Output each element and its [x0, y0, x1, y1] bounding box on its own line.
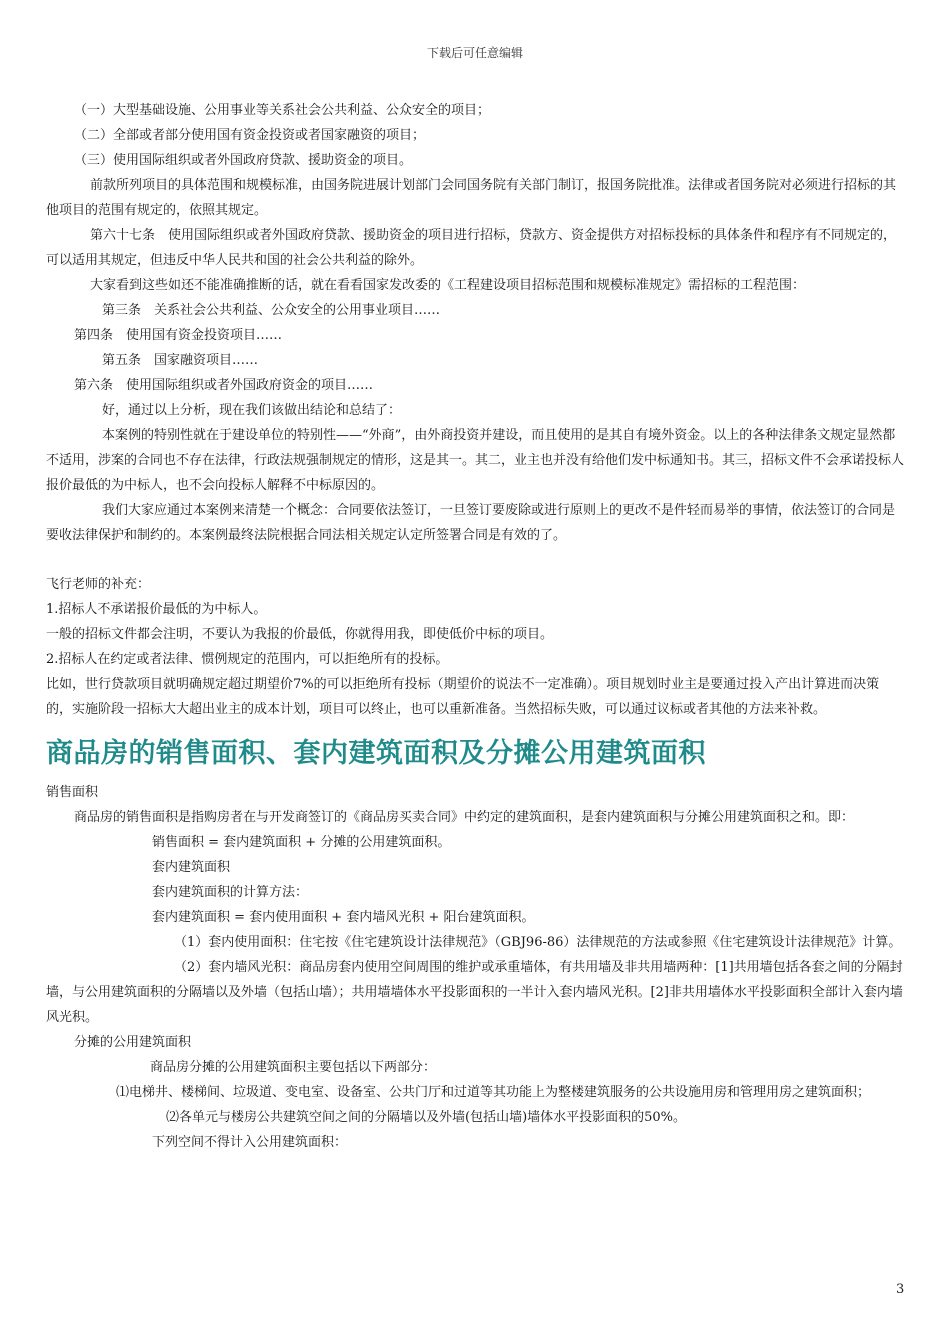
subheading: 套内建筑面积: [152, 860, 231, 875]
paragraph: 第六条 使用国际组织或者外国政府资金的项目……: [74, 378, 374, 393]
paragraph: 下列空间不得计入公用建筑面积：: [152, 1135, 348, 1150]
subheading: 分摊的公用建筑面积: [74, 1035, 192, 1050]
paragraph: 大家看到这些如还不能准确推断的话，就在看看国家发改委的《工程建设项目招标范围和规模标准规定》需招标的工程范围：: [90, 278, 806, 293]
paragraph: （一）大型基础设施、公用事业等关系社会公共利益、公众安全的项目；: [74, 103, 491, 118]
paragraph: ⑴电梯井、楼梯间、垃圾道、变电室、设备室、公共门厅和过道等其功能上为整楼建筑服务的公共设施用房和管理用房之建筑面积；: [116, 1085, 871, 1100]
paragraph: 套内建筑面积的计算方法：: [152, 885, 309, 900]
paragraph: 第六十七条 使用国际组织或者外国政府贷款、援助资金的项目进行招标，贷款方、资金提供方对招标投标的具体条件和程序有不同规定的，可以适用其规定，但违反中华人民共和国的社会公共利益的除外。: [46, 228, 897, 268]
paragraph: 本案例的特别性就在于建设单位的特别性——“外商”，由外商投资并建设，而且使用的是其自有境外资金。以上的各种法律条文规定显然都不适用，涉案的合同也不存在法律，行政法规强制规定的情形，这是其一。其二，业主也并没有给他们发中标通知书。其三，招标文件不会承诺投标人报价最低的为中标人，也不会向投标人解释不中标原因的。: [46, 428, 905, 493]
section-heading: 商品房的销售面积、套内建筑面积及分摊公用建筑面积: [46, 738, 706, 769]
document-body: [46, 98, 904, 1155]
paragraph: 比如，世行贷款项目就明确规定超过期望价7%的可以拒绝所有投标（期望价的说法不一定准确）。项目规划时业主是要通过投入产出计算进而决策的，实施阶段一招标大大超出业主的成本计划，项目可以终止，也可以重新准备。当然招标失败，可以通过议标或者其他的方法来补救。: [46, 677, 880, 717]
paragraph: 我们大家应通过本案例来清楚一个概念：合同要依法签订，一旦签订要废除或进行原则上的更改不是件轻而易举的事情，依法签订的合同是要收法律保护和制约的。本案例最终法院根据合同法相关规定认定所签署合同是有效的了。: [46, 503, 896, 543]
paragraph: 1.招标人不承诺报价最低的为中标人。: [46, 602, 267, 617]
page-header: 下载后可任意编辑: [426, 46, 523, 60]
paragraph: （三）使用国际组织或者外国政府贷款、援助资金的项目。: [74, 153, 413, 168]
paragraph: ⑵各单元与楼房公共建筑空间之间的分隔墙以及外墙(包括山墙)墙体水平投影面积的50%。: [166, 1110, 687, 1125]
paragraph: 好，通过以上分析，现在我们该做出结论和总结了：: [102, 403, 402, 418]
supplement-title: 飞行老师的补充：: [46, 577, 151, 592]
paragraph: 第四条 使用国有资金投资项目……: [74, 328, 283, 343]
paragraph: 第五条 国家融资项目……: [102, 353, 259, 368]
paragraph: （1）套内使用面积：住宅按《住宅建筑设计法律规范》（GBJ96-86）法律规范的方法或参照《住宅建筑设计法律规范》计算。: [174, 935, 902, 950]
paragraph: 商品房的销售面积是指购房者在与开发商签订的《商品房买卖合同》中约定的建筑面积，是套内建筑面积与分摊公用建筑面积之和。即：: [74, 810, 855, 825]
paragraph: 前款所列项目的具体范围和规模标准，由国务院进展计划部门会同国务院有关部门制订，报国务院批准。法律或者国务院对必须进行招标的其他项目的范围有规定的，依照其规定。: [46, 178, 897, 218]
spacer: [46, 548, 904, 572]
paragraph: 商品房分摊的公用建筑面积主要包括以下两部分：: [150, 1060, 437, 1075]
page-number: 3: [896, 1282, 905, 1297]
paragraph: （2）套内墙风光积：商品房套内使用空间周围的维护或承重墙体，有共用墙及非共用墙两种：[1]共用墙包括各套之间的分隔封墙，与公用建筑面积的分隔墙以及外墙（包括山墙）；共用墙墙体水平投影面积的一半计入套内墙风光积。[2]非共用墙体水平投影面积全部计入套内墙风光积。: [46, 960, 903, 1025]
formula: 销售面积 = 套内建筑面积 + 分摊的公用建筑面积。: [152, 835, 451, 850]
subheading: 销售面积: [46, 785, 99, 800]
paragraph: （二）全部或者部分使用国有资金投资或者国家融资的项目；: [74, 128, 426, 143]
formula: 套内建筑面积 = 套内使用面积 + 套内墙风光积 + 阳台建筑面积。: [152, 910, 535, 925]
paragraph: 第三条 关系社会公共利益、公众安全的公用事业项目……: [102, 303, 441, 318]
paragraph: 一般的招标文件都会注明，不要认为我报的价最低，你就得用我，即使低价中标的项目。: [46, 627, 554, 642]
paragraph: 2.招标人在约定或者法律、惯例规定的范围内，可以拒绝所有的投标。: [46, 652, 449, 667]
